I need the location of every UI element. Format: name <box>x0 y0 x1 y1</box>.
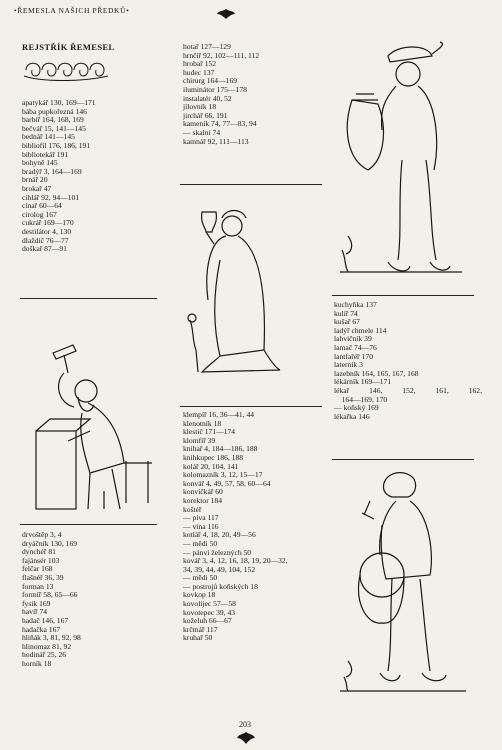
divider-rule <box>332 295 474 296</box>
divider-rule <box>332 459 474 460</box>
index-entry: kovář 3, 4, 12, 16, 18, 19, 20—32, <box>183 556 288 566</box>
index-entry: kovkop 18 <box>183 590 216 600</box>
woodcut-illustration-tinsmith <box>334 465 474 697</box>
index-title: REJSTŘÍK ŘEMESEL <box>22 42 115 52</box>
index-entry-part: lékař <box>334 385 350 395</box>
index-entry: konvičkář 60 <box>183 487 223 497</box>
index-entry: cirolog 167 <box>22 209 57 219</box>
index-entry: knihkupec 186, 188 <box>183 452 244 462</box>
index-entry: lantfařéř 170 <box>334 351 374 361</box>
index-entry: formíř 58, 65—66 <box>22 590 78 600</box>
index-entry: 164—169, 170 <box>334 394 388 404</box>
index-entry: hrobař 152 <box>183 59 217 69</box>
divider-rule <box>20 298 157 299</box>
index-entry: horník 18 <box>22 658 52 668</box>
index-entry: — mědi 50 <box>183 538 218 548</box>
index-entry: hadačka 167 <box>22 624 61 634</box>
index-entry: bečvář 15, 141—145 <box>22 123 86 133</box>
index-entry: dryáčník 130, 169 <box>22 538 78 548</box>
index-entry: barbíř 164, 168, 169 <box>22 115 84 125</box>
index-entry: lékařka 146 <box>334 411 370 421</box>
index-entry: hrnčíř 92, 102—111, 112 <box>183 50 260 60</box>
index-entry: chirurg 164—169 <box>183 76 238 86</box>
index-entry: brokař 47 <box>22 183 52 193</box>
index-entry: jirchář 66, 191 <box>183 110 228 120</box>
woodcut-illustration-alchemist <box>180 200 290 400</box>
index-entry-part: 161, <box>435 385 449 395</box>
index-entry: instalatér 40, 52 <box>183 93 232 103</box>
index-entry: 34, 39, 44, 49, 104, 152 <box>183 564 256 574</box>
index-entry: — piva 117 <box>183 513 219 523</box>
decorative-flourish <box>22 58 110 82</box>
page-number: 203 <box>239 720 251 729</box>
index-entry: fajánsér 103 <box>22 555 60 565</box>
index-entry: lahvičník 39 <box>334 334 372 344</box>
index-entry: havíř 74 <box>22 607 48 617</box>
index-entry: bednář 141—145 <box>22 132 75 142</box>
index-entry: klomfíř 39 <box>183 435 216 445</box>
index-entry: bibliotekář 191 <box>22 149 69 159</box>
index-entry: kotlář 4, 18, 20, 49—56 <box>183 530 256 540</box>
index-entry-part: 162, <box>468 385 482 395</box>
index-entry: hlinomaz 81, 92 <box>22 641 72 651</box>
index-entry: konvář 4, 49, 57, 58, 60—64 <box>183 478 271 488</box>
index-entry: kolomazník 3, 12, 15—17 <box>183 470 263 480</box>
index-entry: iluminátor 175—178 <box>183 84 247 94</box>
fleuron-ornament <box>215 8 237 20</box>
index-entry: klenotník 18 <box>183 418 222 428</box>
index-entry: cihlář 92, 94—101 <box>22 192 80 202</box>
index-entry: koštéř <box>183 504 202 514</box>
index-entry-part: 146, <box>369 385 383 395</box>
index-column-1-top <box>22 99 96 254</box>
divider-rule <box>180 184 322 185</box>
footer-fleuron-ornament <box>236 731 256 745</box>
index-entry: cínař 60—64 <box>22 201 62 211</box>
index-entry: kolář 20, 104, 141 <box>183 461 239 471</box>
index-entry: kameník 74, 77—83, 94 <box>183 119 257 129</box>
index-entry: lékárník 169—171 <box>334 377 392 387</box>
index-entry: — vína 116 <box>183 521 219 531</box>
index-entry: hotař 127—129 <box>183 42 231 51</box>
index-entry: kamnář 92, 111—113 <box>183 136 249 146</box>
index-entry: destilátor 4, 130 <box>22 226 72 236</box>
index-entry: hliňák 3, 81, 92, 98 <box>22 633 81 643</box>
index-entry: doškař 87—91 <box>22 244 67 254</box>
index-entry: dlaždič 76—77 <box>22 235 69 245</box>
running-header: •ŘEMESLA NAŠICH PŘEDKŮ• <box>14 6 130 15</box>
index-entry: kulíř 74 <box>334 308 358 318</box>
index-entry: lamač 74—76 <box>334 342 377 352</box>
index-column-2-top <box>183 43 259 146</box>
index-entry: felčar 168 <box>22 564 53 574</box>
index-entry: kušař 67 <box>334 317 360 327</box>
index-entry: bába pupkořezná 146 <box>22 106 87 116</box>
index-entry: — pánví železných 50 <box>183 547 252 557</box>
index-entry: laterník 3 <box>334 360 363 370</box>
index-entry: flašnéř 36, 39 <box>22 572 64 582</box>
index-entry: korektor 184 <box>183 495 223 505</box>
index-entry-part: 152, <box>402 385 416 395</box>
index-entry: koželuh 66—67 <box>183 616 232 626</box>
index-entry: dynchéř 81 <box>22 547 56 557</box>
index-entry: kovotepec 39, 43 <box>183 607 236 617</box>
index-entry: forman 13 <box>22 581 54 591</box>
index-entry: bohyně 145 <box>22 158 58 168</box>
index-entry: fysik 169 <box>22 598 51 608</box>
index-column-2-bottom <box>183 411 288 643</box>
index-entry: kruhař 50 <box>183 633 213 643</box>
index-entry: hudec 137 <box>183 67 215 77</box>
index-entry: — koňský 169 <box>334 403 379 413</box>
index-entry: — skalní 74 <box>183 127 221 137</box>
index-entry: ladýř chmele 114 <box>334 325 387 335</box>
index-entry: apatykář 130, 169—171 <box>22 98 96 107</box>
index-entry: brnář 20 <box>22 175 48 185</box>
index-column-1-bottom <box>22 531 81 669</box>
divider-rule <box>180 406 322 407</box>
index-entry: jílovník 18 <box>183 102 217 112</box>
divider-rule <box>20 524 157 525</box>
index-entry: kuchyňka 137 <box>334 300 377 309</box>
woodcut-illustration-stonemason <box>28 333 158 513</box>
index-entry: klestič 171—174 <box>183 427 236 437</box>
index-entry: drvoštěp 3, 4 <box>22 530 62 539</box>
index-entry: cukrář 169—170 <box>22 218 74 228</box>
index-entry: — postrojů koňských 18 <box>183 581 258 591</box>
index-entry: — mědi 50 <box>183 573 218 583</box>
woodcut-illustration-potter <box>332 40 472 285</box>
index-entry: krčmář 117 <box>183 624 218 634</box>
index-entry: knihař 4, 184—186, 188 <box>183 444 258 454</box>
index-entry: bradýř 3, 164—169 <box>22 166 82 176</box>
index-column-3 <box>334 301 482 421</box>
index-entry: klempíř 16, 36—41, 44 <box>183 410 255 419</box>
index-entry: hadač 146, 167 <box>22 615 69 625</box>
index-entry: bibliofil 176, 186, 191 <box>22 140 91 150</box>
index-entry: hodinář 25, 26 <box>22 650 67 660</box>
index-entry: lazebník 164, 165, 167, 168 <box>334 368 419 378</box>
index-entry: kovolijec 57—58 <box>183 599 236 609</box>
